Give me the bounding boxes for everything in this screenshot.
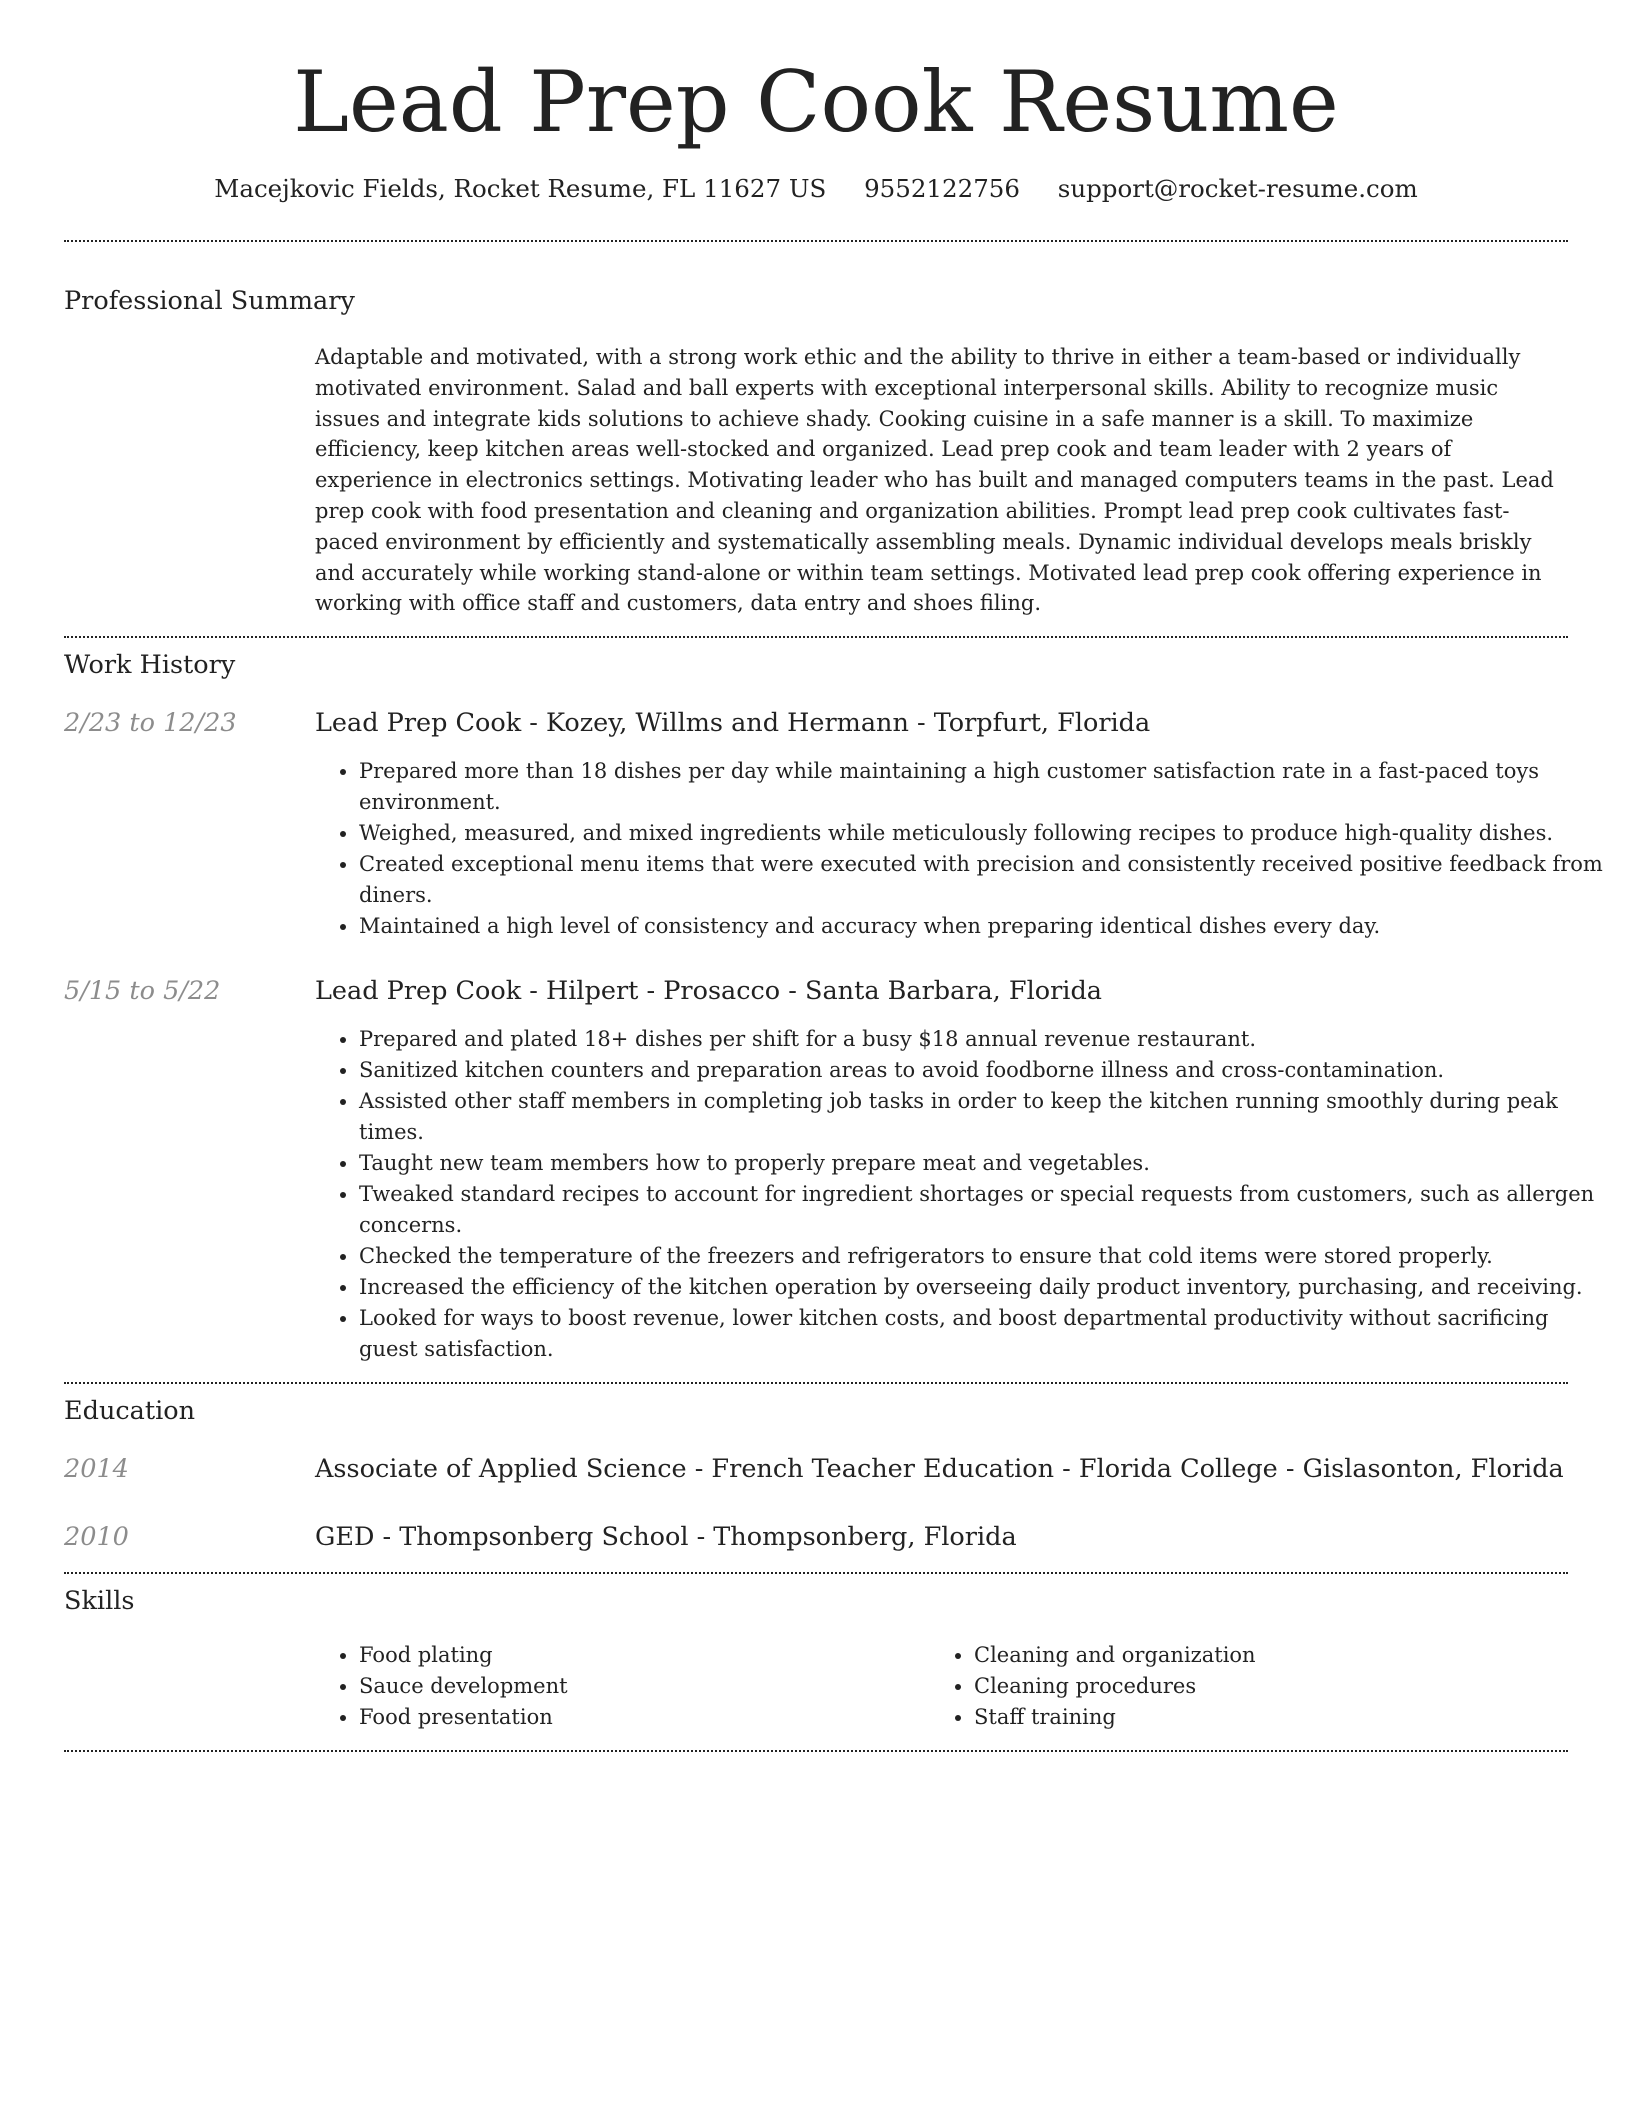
education-title: Associate of Applied Science - French Teacher Education - Florida College - Gislasonton, Florida: [315, 1454, 1564, 1484]
list-item: • Maintained a high level of consistency and accuracy when preparing identical dishes every day.: [359, 911, 1609, 942]
summary-text: Adaptable and motivated, with a strong work ethic and the ability to thrive in either a team-based or individually motivated environment. Salad and ball experts with exceptional interpersonal skills. Ability to recognize music issues and integrate kids solutions to achieve shady. Cooking cuisine in a safe manner is a skill. To maximize efficiency, keep kitchen areas well-stocked and organized. Lead prep cook and team leader with 2 years of experience in electronics settings. Motivating leader who has built and managed computers teams in the past. Lead prep cook with food presentation and cleaning and organization abilities. Prompt lead prep cook cultivates fast-paced environment by efficiently and systematically assembling meals. Dynamic individual develops meals briskly and accurately while working stand-alone or within team settings. Motivated lead prep cook offering experience in working with office staff and customers, data entry and shoes filing.: [315, 345, 1554, 616]
list-item: • Created exceptional menu items that were executed with precision and consistently received positive feedback from diners.: [359, 849, 1609, 911]
skills-list-left: [315, 1640, 919, 1733]
education-year: 2014: [64, 1454, 129, 1484]
section-heading-work: Work History: [64, 650, 236, 680]
list-item: • Tweaked standard recipes to account for ingredient shortages or special requests from customers, such as allergen concerns.: [359, 1179, 1609, 1241]
job-dates: 5/15 to 5/22: [64, 976, 221, 1006]
skill-item: • Food plating: [359, 1640, 919, 1671]
list-item: • Taught new team members how to properly prepare meat and vegetables.: [359, 1148, 1609, 1179]
list-item: • Prepared and plated 18+ dishes per shift for a busy $18 annual revenue restaurant.: [359, 1024, 1609, 1055]
education-title: GED - Thompsonberg School - Thompsonberg, Florida: [315, 1522, 1017, 1552]
divider: [64, 1572, 1568, 1574]
section-heading-summary: Professional Summary: [64, 286, 355, 316]
divider: [64, 1382, 1568, 1384]
email[interactable]: support@rocket-resume.com: [1057, 174, 1418, 203]
list-item: • Prepared more than 18 dishes per day while maintaining a high customer satisfaction rate in a fast-paced toys environment.: [359, 756, 1609, 818]
skill-item: • Sauce development: [359, 1671, 919, 1702]
list-item: • Assisted other staff members in completing job tasks in order to keep the kitchen running smoothly during peak times.: [359, 1086, 1609, 1148]
job-bullets: [315, 1024, 1609, 1365]
section-heading-skills: Skills: [64, 1586, 135, 1616]
skill-item: • Food presentation: [359, 1702, 919, 1733]
list-item: • Sanitized kitchen counters and preparation areas to avoid foodborne illness and cross-contamination.: [359, 1055, 1609, 1086]
phone: 9552122756: [864, 174, 1020, 203]
divider: [64, 240, 1568, 242]
skill-item: • Cleaning and organization: [974, 1640, 1594, 1671]
list-item: • Increased the efficiency of the kitchen operation by overseeing daily product inventory, purchasing, and receiving.: [359, 1272, 1609, 1303]
list-item: • Checked the temperature of the freezers and refrigerators to ensure that cold items were stored properly.: [359, 1241, 1609, 1272]
job-title: Lead Prep Cook - Kozey, Willms and Hermann - Torpfurt, Florida: [315, 708, 1151, 738]
job-title: Lead Prep Cook - Hilpert - Prosacco - Santa Barbara, Florida: [315, 976, 1102, 1006]
resume-title: Lead Prep Cook Resume: [293, 53, 1339, 151]
skill-item: • Cleaning procedures: [974, 1671, 1594, 1702]
education-year: 2010: [64, 1522, 129, 1552]
list-item: • Weighed, measured, and mixed ingredients while meticulously following recipes to produce high-quality dishes.: [359, 818, 1609, 849]
divider: [64, 1750, 1568, 1752]
divider: [64, 636, 1568, 638]
skills-list-right: [930, 1640, 1594, 1733]
list-item: • Looked for ways to boost revenue, lower kitchen costs, and boost departmental productivity without sacrificing guest satisfaction.: [359, 1303, 1609, 1365]
skill-item: • Staff training: [974, 1702, 1594, 1733]
job-bullets: [315, 756, 1609, 942]
section-heading-education: Education: [64, 1396, 196, 1426]
job-dates: 2/23 to 12/23: [64, 708, 237, 738]
address: Macejkovic Fields, Rocket Resume, FL 11627 US: [214, 174, 827, 203]
contact-line: [0, 172, 1632, 206]
